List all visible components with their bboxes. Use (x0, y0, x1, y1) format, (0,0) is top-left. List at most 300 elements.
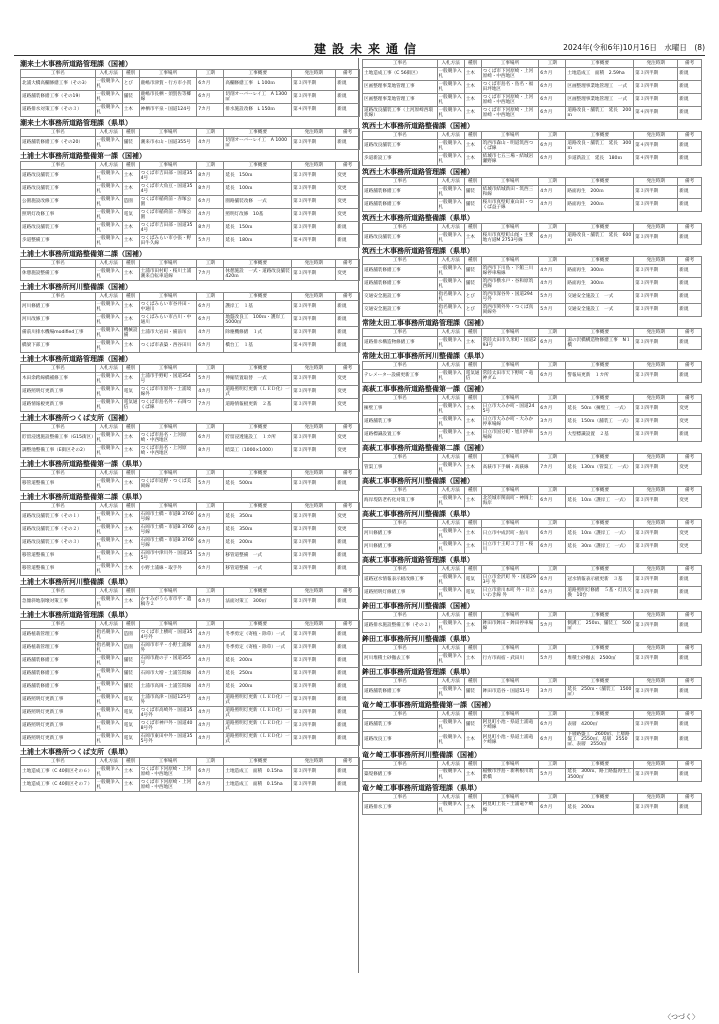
table-cell: 6カ月 (539, 403, 566, 416)
table-cell: 土木 (122, 511, 139, 524)
table-row (363, 495, 702, 508)
column-header: 工事概要 (566, 454, 634, 462)
table-cell: 4カ月 (197, 707, 224, 720)
column-header: 種別 (122, 758, 139, 766)
column-header: 発注時期 (292, 129, 336, 137)
table-cell: 第３四半期 (634, 370, 678, 383)
table-cell: 道路改良・舗装工 延長 300ｍ (566, 140, 634, 153)
column-header: 工事概要 (566, 178, 634, 186)
table-cell: つくば市稲荷前・赤塚公園 (139, 209, 197, 222)
table-cell: 5カ月 (539, 620, 566, 633)
column-header: 発注時期 (292, 365, 336, 373)
table-row (363, 199, 702, 212)
table-cell: 一般競争入札 (437, 541, 464, 554)
table-cell: 潮来市永山・国道355号 (139, 137, 197, 150)
table-cell: 新規 (336, 478, 360, 491)
table-row (21, 511, 360, 524)
table-cell: つくば市市原外・土浦境線外 (139, 386, 197, 399)
table-cell: 4カ月 (539, 199, 566, 212)
table-cell: 神栖市平泉・国道124号 (139, 104, 197, 117)
table-cell: 一般競争入札 (437, 574, 464, 587)
table-cell: 6カ月 (197, 432, 224, 445)
project-table (362, 131, 702, 166)
table-cell: 地盤改良工 100ｍ・護岸工 5000㎡ (224, 314, 292, 327)
table-cell: 冠水情報表示板更新 ３基 (566, 574, 634, 587)
table-cell: 一般競争入札 (437, 81, 464, 94)
table-cell: 電気 (464, 574, 481, 587)
table-cell: 側溝工 250ｍ、舗装工 500㎡ (566, 620, 634, 633)
table-cell: 道路舗装修繕工事 (21, 655, 96, 668)
table-cell: 延長 10ｍ（護岸工 一式） (566, 495, 634, 508)
table-cell: 一般競争入札 (437, 265, 464, 278)
table-cell: 6カ月 (539, 94, 566, 107)
table-cell: 変更 (336, 511, 360, 524)
table-cell: 土木 (122, 268, 139, 281)
table-cell: 6カ月 (539, 107, 566, 120)
table-row (21, 170, 360, 183)
table-cell: 鹿嶋市津賀・行方市小貫 (139, 78, 197, 91)
column-header: 工事場所 (481, 566, 539, 574)
table-cell: 土木 (122, 104, 139, 117)
table-cell: 新規 (678, 801, 702, 814)
table-cell: 警報局更新 １カ所 (566, 370, 634, 383)
column-header: 備考 (678, 132, 702, 140)
table-cell: 新規 (678, 732, 702, 749)
table-row (363, 370, 702, 383)
column-header: 入札方法 (437, 454, 464, 462)
table-cell: 第３四半期 (292, 373, 336, 386)
table-cell: 第３四半期 (634, 768, 678, 781)
table-cell: 道路標識設置工事 (363, 429, 438, 442)
table-cell: つくば市吉田部・国道354号 (139, 222, 197, 235)
table-cell: 日立市滑川本町 外・日立いわき線 外 (481, 587, 539, 600)
project-section (362, 750, 702, 782)
table-cell: 新規 (336, 629, 360, 642)
table-cell: 交通安全施設工事 (363, 304, 438, 317)
table-cell: 第３四半期 (292, 766, 336, 779)
column-header: 工期 (539, 224, 566, 232)
column-header: 入札方法 (437, 362, 464, 370)
table-row (363, 278, 702, 291)
project-section (362, 634, 702, 666)
column-header: 工事概要 (224, 129, 292, 137)
section-title: 高萩工事事務所道路整備第二課（国補） (362, 444, 488, 452)
column-header: 入札方法 (95, 621, 122, 629)
table-cell: 第３四半期 (634, 291, 678, 304)
table-cell: つくば市表築・西谷田川 (139, 340, 197, 353)
table-cell: 第３四半期 (292, 314, 336, 327)
column-header: 工事概要 (566, 329, 634, 337)
column-header: 備考 (678, 760, 702, 768)
column-header: 工事名 (21, 260, 96, 268)
table-row (21, 91, 360, 104)
table-cell: つくば市上横町・国道354号外 (139, 629, 197, 642)
table-cell: 新規 (678, 94, 702, 107)
table-cell: 道路改良舗装工事（その２） (21, 524, 96, 537)
column-header: 工事場所 (139, 758, 197, 766)
table-cell: 第３四半期 (292, 596, 336, 609)
table-cell: 新規 (336, 137, 360, 150)
table-cell: 一般競争入札 (95, 779, 122, 792)
table-cell: 8カ月 (197, 183, 224, 196)
table-cell: 6カ月 (197, 314, 224, 327)
table-cell: つくば市島名・上河原崎・中西地区 (139, 445, 197, 458)
table-cell: 新規 (678, 768, 702, 781)
table-cell: 新規 (336, 563, 360, 576)
table-cell: 常陸太田市久米町・国道293号 (481, 337, 539, 350)
table-row (363, 653, 702, 666)
column-header: 発注時期 (292, 260, 336, 268)
table-cell: 第３四半期 (292, 196, 336, 209)
table-row (21, 78, 360, 91)
table-cell: 高欄修繕工事 L 100ｍ (224, 78, 292, 91)
table-cell: 4カ月 (197, 694, 224, 707)
table-cell: 第３四半期 (634, 278, 678, 291)
column-header: 工事概要 (566, 678, 634, 686)
table-cell: つくば市返野・つくば美岡線 (139, 478, 197, 491)
right-column (362, 58, 702, 815)
column-header: 工期 (539, 132, 566, 140)
section-title: 鉾田工事事務所道路管理課（県単） (362, 668, 474, 676)
table-cell: 道路排水構造物修繕工事 (363, 337, 438, 350)
table-cell: 電気 (122, 733, 139, 746)
table-cell: 土木 (464, 403, 481, 416)
column-header: 入札方法 (95, 365, 122, 373)
table-cell: 第３四半期 (634, 94, 678, 107)
project-section (362, 318, 702, 350)
table-cell: 石岡市中津川外・国道355号 (139, 550, 197, 563)
column-header: 工事概要 (566, 395, 634, 403)
table-cell: 4カ月 (539, 186, 566, 199)
table-cell: 道路舗装修繕工事 (363, 265, 438, 278)
table-cell: 桜川市真壁町東山田・つくば益子線 (481, 199, 539, 212)
section-title: 土浦土木事務所河川整備課（国補） (20, 283, 132, 291)
table-cell: つくば市高崎外・国道354号外 (139, 707, 197, 720)
table-cell: 一般競争入札 (95, 550, 122, 563)
column-header: 工期 (539, 612, 566, 620)
table-cell: 交通安全施設工事 (363, 291, 438, 304)
table-cell: 一般競争入札 (95, 314, 122, 327)
table-cell: 第３四半期 (634, 719, 678, 732)
table-cell: 6カ月 (197, 91, 224, 104)
table-cell: 第３四半期 (292, 563, 336, 576)
table-header-row (363, 520, 702, 528)
table-cell: 新規 (336, 340, 360, 353)
section-title: 土浦土木事務所道路管理課（国補） (20, 355, 132, 363)
column-header: 工事名 (363, 566, 438, 574)
table-cell: つくば市神戸外・国道408号外 (139, 720, 197, 733)
project-table (362, 611, 702, 633)
column-header: 工事場所 (481, 178, 539, 186)
project-table (362, 644, 702, 666)
column-header: 種別 (464, 395, 481, 403)
table-cell: 一般競争入札 (95, 373, 122, 386)
table-cell: 6カ月 (197, 596, 224, 609)
table-cell: 舗装 (464, 719, 481, 732)
table-cell: 新規 (336, 694, 360, 707)
table-cell: 交通安全施設工 一式 (566, 291, 634, 304)
table-cell: 道路改良舗装工事 (21, 222, 96, 235)
table-cell: 土木 (122, 183, 139, 196)
table-cell: 第３四半期 (634, 574, 678, 587)
table-cell: 表層 4200㎡ (566, 719, 634, 732)
table-cell: 第３四半期 (292, 511, 336, 524)
table-cell: 第３四半期 (292, 550, 336, 563)
table-cell: 土木 (464, 653, 481, 666)
table-cell: 延長 200ｍ (224, 655, 292, 668)
column-header: 入札方法 (437, 224, 464, 232)
column-header: 入札方法 (95, 588, 122, 596)
column-header: 種別 (122, 70, 139, 78)
table-cell: 土木 (464, 81, 481, 94)
section-title: 潮来土木事務所道路管理課（県単） (20, 119, 132, 127)
table-cell: 新規 (678, 653, 702, 666)
table-cell: 7カ月 (539, 462, 566, 475)
column-header: 種別 (464, 487, 481, 495)
section-title: 土浦土木事務所河川整備課（県単） (20, 578, 132, 586)
column-header: 工事概要 (566, 612, 634, 620)
table-cell: 道路改良舗装工事 (21, 183, 96, 196)
table-cell: 新規 (678, 337, 702, 350)
table-cell: 土地造成工 面積 0.15ha (224, 766, 292, 779)
table-cell: 一般競争入札 (437, 337, 464, 350)
column-header: 種別 (122, 588, 139, 596)
table-cell: 道路舗装工事 (363, 719, 438, 732)
table-cell: 5カ月 (539, 304, 566, 317)
table-row (21, 301, 360, 314)
table-cell: 電気 (122, 694, 139, 707)
table-cell: 変更 (336, 524, 360, 537)
table-cell: 第３四半期 (292, 327, 336, 340)
column-header: 工期 (197, 424, 224, 432)
table-cell: 第３四半期 (634, 232, 678, 245)
table-cell: 一般競争入札 (437, 107, 464, 120)
table-header-row (21, 70, 360, 78)
table-cell: 区画整理事業地管理工事 (363, 94, 438, 107)
project-table (362, 760, 702, 782)
table-cell: 第３四半期 (634, 686, 678, 699)
table-cell: 新規 (336, 681, 360, 694)
table-cell: 第３四半期 (292, 222, 336, 235)
table-cell: 新規 (678, 68, 702, 81)
project-section (20, 577, 360, 609)
table-cell: 延長 150ｍ（舗装工 一式） (566, 416, 634, 429)
table-header-row (21, 758, 360, 766)
table-cell: とび (464, 291, 481, 304)
table-cell: 新規 (678, 81, 702, 94)
column-header: 工事場所 (481, 60, 539, 68)
column-header: 発注時期 (292, 293, 336, 301)
column-header: 入札方法 (95, 503, 122, 511)
column-header: 入札方法 (95, 70, 122, 78)
table-cell: 第３四半期 (634, 541, 678, 554)
column-header: 入札方法 (437, 487, 464, 495)
table-cell: 一般競争入札 (95, 209, 122, 222)
table-cell: 新規 (678, 304, 702, 317)
table-cell: 新規 (336, 766, 360, 779)
table-cell: 新規 (678, 587, 702, 600)
table-cell: 7カ月 (197, 399, 224, 412)
table-cell: 土木 (122, 222, 139, 235)
table-cell: 一般競争入札 (95, 445, 122, 458)
column-header: 発注時期 (292, 424, 336, 432)
column-header: 備考 (678, 178, 702, 186)
table-cell: 変更 (336, 445, 360, 458)
table-cell: 照明灯改修工事 (21, 209, 96, 222)
table-cell: 土木 (122, 373, 139, 386)
table-cell: 土木 (464, 416, 481, 429)
table-cell: 一般競争入札 (437, 232, 464, 245)
table-cell: 稲敷市浮島・新利根川筑紫橋 (481, 768, 539, 781)
column-header: 工事概要 (224, 260, 292, 268)
table-cell: 河川修繕工事 (363, 541, 438, 554)
column-header: 工事概要 (224, 293, 292, 301)
table-cell: 一般競争入札 (95, 478, 122, 491)
column-header: 工期 (197, 470, 224, 478)
table-cell: 土木 (122, 537, 139, 550)
table-cell: 結城市七五三場・結城岩瀬野線 (481, 153, 539, 166)
table-row (21, 386, 360, 399)
table-cell: 5カ月 (539, 653, 566, 666)
column-header: 発注時期 (634, 395, 678, 403)
table-cell: 8カ月 (197, 445, 224, 458)
column-header: 工事概要 (224, 588, 292, 596)
table-row (363, 462, 702, 475)
column-header: 工期 (197, 70, 224, 78)
column-header: 種別 (464, 711, 481, 719)
table-cell: 機械設備 (123, 327, 138, 338)
table-cell: 5カ月 (197, 235, 224, 248)
column-header: 発注時期 (634, 566, 678, 574)
table-cell: 8カ月 (197, 170, 224, 183)
table-cell: 一般競争入札 (437, 153, 464, 166)
column-header: 工期 (539, 487, 566, 495)
table-cell: 6カ月 (539, 337, 566, 350)
table-cell: 河川修繕工事 (21, 301, 96, 314)
table-cell: 調整池整備工事（E街区その2） (21, 445, 96, 458)
table-cell: 路面再生 300ｍ (566, 265, 634, 278)
table-cell: テレメーター設備更新工事 (363, 370, 438, 383)
table-cell: 舗装 (122, 668, 139, 681)
table-row (21, 524, 360, 537)
column-header: 入札方法 (95, 129, 122, 137)
table-cell: 第３四半期 (634, 68, 678, 81)
table-cell: 6カ月 (539, 495, 566, 508)
table-cell: 土木 (464, 153, 481, 166)
table-cell: 土木 (464, 462, 481, 475)
table-cell: かすみがうら市市平・遺稿寺２ (139, 596, 197, 609)
column-header: 発注時期 (634, 178, 678, 186)
column-header: 工事場所 (139, 293, 197, 301)
table-cell: 延長 200ｍ (224, 537, 292, 550)
table-cell: 新規 (678, 574, 702, 587)
column-header: 種別 (464, 454, 481, 462)
table-header-row (21, 503, 360, 511)
table-cell: 園路舗装改修 一式 (224, 196, 292, 209)
table-row (363, 429, 702, 442)
table-row (21, 563, 360, 576)
table-cell: 第３四半期 (292, 537, 336, 550)
table-row (363, 587, 702, 600)
table-cell: 4カ月 (197, 720, 224, 733)
column-header: 入札方法 (437, 178, 464, 186)
table-cell: 石岡市土橋・市道B 3760号線 (139, 537, 197, 550)
column-header: 工事場所 (481, 645, 539, 653)
table-cell: 第３四半期 (292, 209, 336, 222)
table-cell: 第３四半期 (634, 81, 678, 94)
column-header: 備考 (678, 678, 702, 686)
project-table (20, 423, 360, 458)
table-cell: 公園施設改修工事 (21, 196, 96, 209)
column-header: 工事概要 (566, 362, 634, 370)
table-row (363, 732, 702, 749)
table-cell: 新規 (678, 232, 702, 245)
column-header: 工事名 (21, 621, 96, 629)
column-header: 工事場所 (139, 503, 197, 511)
column-header: 工事概要 (224, 621, 292, 629)
section-title: 竜ケ崎工事事務所河川整備課（国補） (362, 750, 481, 759)
table-row (21, 629, 360, 642)
table-cell: 一般競争入札 (95, 196, 122, 209)
column-header: 工事場所 (481, 760, 539, 768)
table-row (21, 596, 360, 609)
table-cell: 土木 (464, 94, 481, 107)
column-header: 工事場所 (481, 454, 539, 462)
table-cell: 道路改良舗装工事（その３） (21, 537, 96, 550)
table-cell: 新規 (336, 720, 360, 733)
table-cell: 小野土浦線・取手外 (139, 563, 197, 576)
table-cell: 備前川排水機場modified工事 (21, 327, 96, 340)
column-header: 工事名 (21, 129, 96, 137)
table-cell: 新規 (336, 327, 360, 340)
table-cell: 変更 (336, 183, 360, 196)
column-header: 工事場所 (481, 132, 539, 140)
table-cell: 電気 (464, 587, 481, 600)
table-cell: 護岸工 １基 (224, 301, 292, 314)
table-cell: 道路照明灯更新（ＬＥＤ化）一式 (225, 733, 290, 744)
table-cell: 延長 300ｍ、路上路盤再生工 3500㎡ (567, 769, 636, 780)
table-cell: 6カ月 (197, 537, 224, 550)
table-cell: 4カ月 (197, 733, 224, 746)
column-header: 工事概要 (224, 503, 292, 511)
table-cell: 一般競争入札 (437, 719, 464, 732)
table-header-row (363, 566, 702, 574)
table-cell: 舗装 (122, 137, 139, 150)
table-cell: 4カ月 (197, 209, 224, 222)
project-section (20, 249, 360, 281)
column-header: 工期 (539, 760, 566, 768)
section-title: 常陸太田工事事務所河川整備課（県単） (362, 352, 488, 360)
table-cell: 3カ月 (539, 686, 566, 699)
table-cell: 舗装 (464, 278, 481, 291)
project-section (20, 747, 360, 792)
column-header: 入札方法 (437, 793, 464, 801)
table-cell: 第３四半期 (292, 137, 336, 150)
table-row (21, 327, 360, 340)
column-header: 工事名 (363, 362, 438, 370)
table-cell: 第３四半期 (292, 668, 336, 681)
section-title: 竜ケ崎工事事務所道路管理課（県単） (362, 783, 481, 792)
table-cell: 新規 (336, 779, 360, 792)
table-cell: 阿見町小池・県道土浦竜ケ崎線 (481, 732, 539, 749)
table-cell: 一般競争入札 (95, 104, 122, 117)
table-cell: 一般競争入札 (437, 199, 464, 212)
table-cell: 土木 (122, 340, 139, 353)
table-cell: 第３四半期 (292, 524, 336, 537)
table-cell: 新規 (336, 235, 360, 248)
column-header: 備考 (336, 162, 360, 170)
column-header: 工事名 (363, 178, 438, 186)
